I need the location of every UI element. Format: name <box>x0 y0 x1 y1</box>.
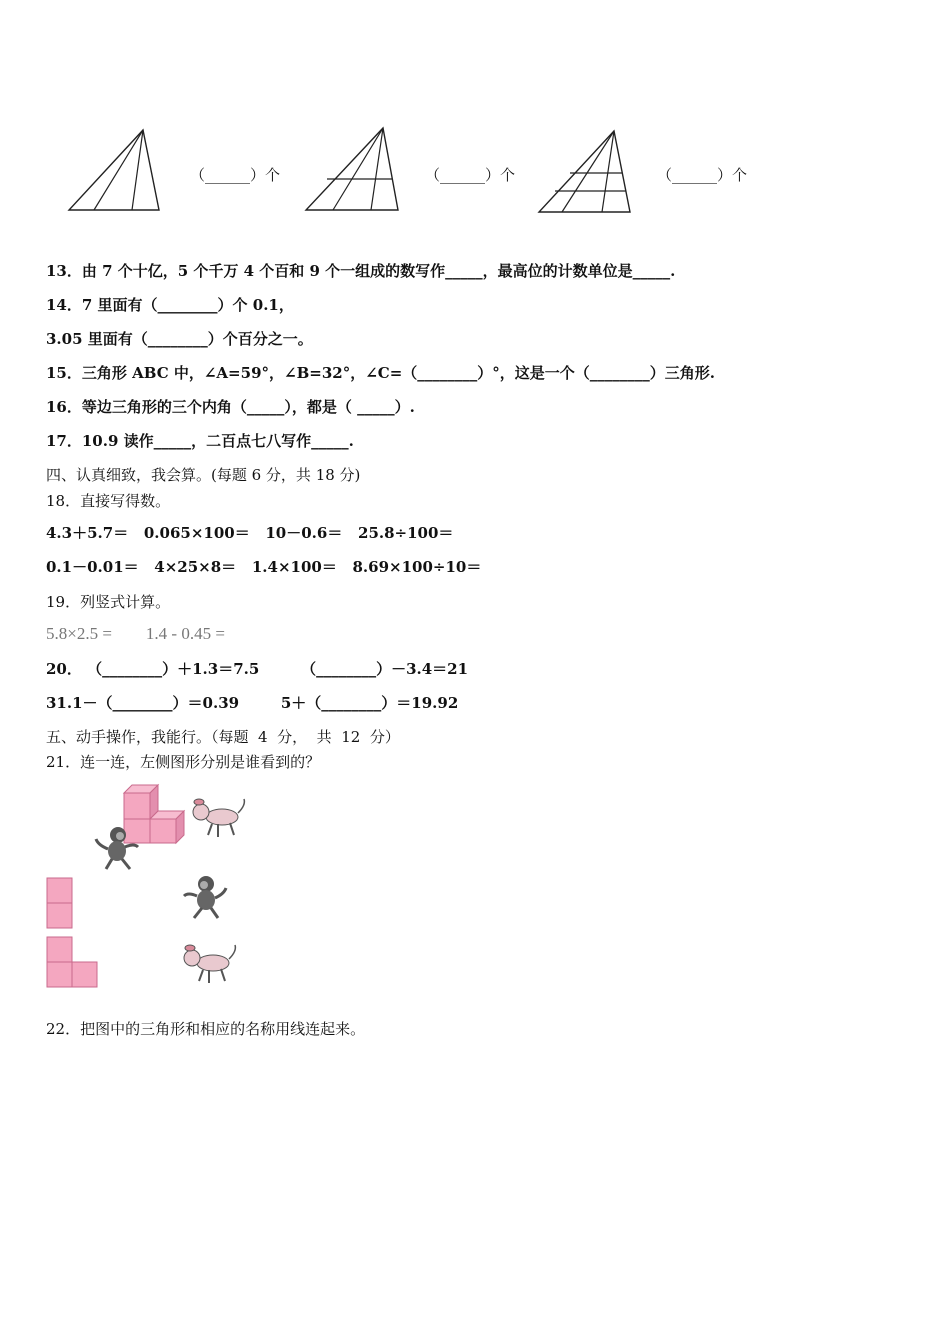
dog-icon <box>181 943 241 988</box>
dog-icon <box>190 797 250 842</box>
section-4-heading: 四、认真细致，我会算。(每题 6 分，共 18 分) <box>46 466 361 484</box>
question-17: 17．10.9 读作_____，二百点七八写作_____. <box>46 432 354 450</box>
monkey-icon <box>182 874 232 922</box>
question-20b: 31.1－（________）＝0.39 5＋（________）＝19.92 <box>46 694 459 712</box>
triangle-figure-2 <box>303 126 403 216</box>
triangle-figure-1 <box>66 128 166 218</box>
count-blank-1[interactable]: （______）个 <box>190 166 281 184</box>
monkey-icon <box>92 825 142 873</box>
question-18: 18．直接写得数。 <box>46 492 171 510</box>
question-15: 15．三角形 ABC 中，∠A=59°，∠B=32°，∠C=（________）°，这是一个（________）三角形. <box>46 364 715 382</box>
question-20: 20． （________）＋1.3＝7.5 （________）－3.4＝21 <box>46 660 469 678</box>
question-22: 22．把图中的三角形和相应的名称用线连起来。 <box>46 1020 366 1038</box>
question-14b: 3.05 里面有（________）个百分之一。 <box>46 330 313 348</box>
view-shape-1 <box>46 877 76 931</box>
question-19: 19．列竖式计算。 <box>46 593 171 611</box>
count-blank-3[interactable]: （______）个 <box>657 166 748 184</box>
count-blank-2[interactable]: （______）个 <box>425 166 516 184</box>
question-21: 21．连一连，左侧图形分别是谁看到的？ <box>46 753 321 771</box>
question-19-row: 5.8×2.5 = 1.4 - 0.45 = <box>46 624 225 643</box>
question-18-row-2: 0.1－0.01＝ 4×25×8＝ 1.4×100＝ 8.69×100÷10＝ <box>46 558 482 576</box>
question-16: 16．等边三角形的三个内角（_____），都是（ _____）. <box>46 398 415 416</box>
section-5-heading: 五、动手操作，我能行。（每题 4 分， 共 12 分） <box>46 728 400 746</box>
question-13: 13．由 7 个十亿，5 个千万 4 个百和 9 个一组成的数写作_____，最高位的计数单位是_____. <box>46 262 676 280</box>
question-18-row-1: 4.3＋5.7＝ 0.065×100＝ 10－0.6＝ 25.8÷100＝ <box>46 524 454 542</box>
view-shape-2 <box>46 936 102 990</box>
question-14a: 14．7 里面有（________）个 0.1， <box>46 296 294 314</box>
triangle-figure-3 <box>536 129 636 219</box>
